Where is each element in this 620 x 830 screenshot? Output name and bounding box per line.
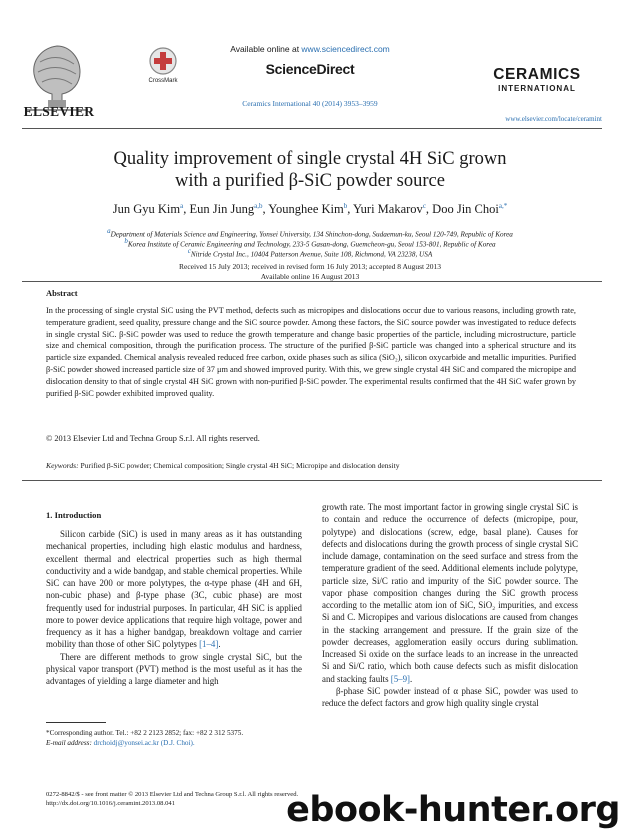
journal-citation[interactable]: Ceramics International 40 (2014) 3953–3959 — [242, 99, 378, 108]
sciencedirect-link[interactable]: www.sciencedirect.com — [301, 44, 390, 54]
title-line-1: Quality improvement of single crystal 4H SiC grown — [113, 149, 507, 169]
author-affil-marker[interactable]: a — [180, 202, 184, 210]
title-line-2: with a purified β-SiC powder source — [175, 171, 445, 191]
crossmark-label: CrossMark — [148, 78, 178, 84]
issn-line: 0272-8842/$ - see front matter © 2013 Elsevier Ltd and Techna Group S.r.l. All rights reserved. — [46, 791, 299, 798]
author-affil-marker[interactable]: b — [343, 202, 348, 210]
corresponding-author: *Corresponding author. Tel.: +82 2 2123 2852; fax: +82 2 312 5375. — [46, 729, 244, 737]
right-column — [322, 501, 578, 709]
author: Younghee Kim — [268, 202, 344, 217]
author: Jun Gyu Kim — [112, 202, 181, 217]
platform-name: ScienceDirect — [265, 61, 355, 77]
keywords-label: Keywords: — [46, 461, 79, 470]
author: Doo Jin Choi — [432, 202, 499, 217]
paragraph: Silicon carbide (SiC) is used in many areas as it has outstanding mechanical properties, including high elastic modulus and hardness, excellent thermal and electrical properties such as high thermal conductivity and a wide bandgap, and stable chemical properties. While SiC can have 200 or more polytypes, the α-type phase (4H and 6H, non-cubic phase) and β-type phase (3C, cubic phase) are most frequently used for industrial purposes. In particular, 4H SiC is applied more to power device applications that require high voltage, power and frequency as it has a higher bandgap, breakdown voltage and carrier mobility than those of other SiC polytypes [1–4]. — [46, 529, 302, 650]
abstract-heading: Abstract — [46, 288, 78, 298]
reference-link[interactable]: [1–4] — [199, 639, 219, 650]
online-date: Available online 16 August 2013 — [260, 272, 360, 281]
journal-url-link[interactable]: www.elsevier.com/locate/ceramint — [505, 115, 602, 123]
keywords — [46, 461, 576, 470]
affiliation: $^b$Korea Institute of Ceramic Engineering and Technology, 233-5 Gasan-dong, Guemcheon-gu, Seoul 153-801, Republic of Korea — [124, 237, 496, 249]
paragraph: There are different methods to grow single crystal SiC, but the physical vapor transport (PVT) method is the most useful as it has the advantages of yielding a large diameter and high — [46, 651, 302, 686]
affiliation: $^c$Nitride Crystal Inc., 10404 Patterson Avenue, Suite 108, Richmond, VA 23238, USA — [187, 247, 433, 259]
article-title — [60, 148, 560, 192]
reference-link[interactable]: [5–9] — [390, 673, 410, 684]
header-divider — [22, 128, 602, 129]
paragraph: β-phase SiC powder instead of α phase SiC, powder was used to reduce the defect factors and grow high quality single crystal — [322, 685, 578, 708]
abstract-divider — [22, 281, 602, 282]
author-affil-marker[interactable]: a,* — [498, 202, 508, 210]
abstract-text: In the processing of single crystal SiC using the PVT method, defects such as micropipes and dislocations occur due to various reasons, including growth rate, temperature gradient, seed quality, pressure change and the SiC source powder. Among these factors, the SiC source powder was investigated to reduce defects in single crystal SiC. β-SiC powder was used to reduce the growth temperature and change basic properties of the particle, including microstructure, particle size and chemical composition, through the purification process. The structure of the purified β-SiC particle was changed into a spherical structure and its particle size expanded. Chemical analysis revealed reduced free carbon, oxide phases such as silica (SiO₂), silicon oxycarbide and metallic impurities. Purified β-SiC powder showed increased particle size of 37 μm and showed improved purity. With this, we grew single crystal 4H SiC and compared the micropipe and dislocation density to that of single crystal 4H SiC grown with non-purified β-SiC powder. The experimental results confirmed that the 4H SiC wafer grown by purified β-SiC powder exhibited improved quality. — [46, 306, 576, 398]
author-list: Jun Gyu Kim$^a$, Eun Jin Jung$^{a,b}$, Younghee Kim$^b$, Yuri Makarov$^c$, Doo Jin Choi$^{a,*}$ — [112, 202, 508, 217]
body-divider — [22, 480, 602, 481]
email-label: E-mail address: — [46, 739, 94, 747]
watermark: ebook-hunter.org — [286, 790, 620, 830]
paragraph: growth rate. The most important factor in growing single crystal SiC is to contain and reduce the occurrence of defects (micropipe, pour, polytype) and dislocations (screw, edge, basal plane). Causes for defects and dislocations during the growth process of single crystal SiC include damage, contamination on the seed surface and stress from the temperature gradient of the seed. Additional elements include polytype, particle size, Si/C ratio and impurity of the SiC powder source. The vapor phase composition changes during the SiC growth process according to the metallic atom ion of SiC, SiO₂ impurities, and excess Si and C. Micropipes and various dislocations are caused from changes in the stacking arrangement and pressure. If the grain size of the powder decreases, agglomeration easily occurs during sublimation. Increased Si oxide on the surface leads to an increase in the unreacted Si and Si/C ratio, which both cause defects such as misfit dislocation and stacking faults [5–9]. — [322, 502, 578, 684]
email-link[interactable]: drchoidj@yonsei.ac.kr (D.J. Choi). — [93, 739, 195, 747]
footnote — [46, 728, 302, 748]
publisher-name: ELSEVIER — [23, 104, 95, 119]
journal-logo-line1: CERAMICS — [493, 66, 581, 83]
keywords-list: Purified β-SiC powder; Chemical composition; Single crystal 4H SiC; Micropipe and dislocation density — [80, 461, 400, 470]
copyright-notice: © 2013 Elsevier Ltd and Techna Group S.r.l. All rights reserved. — [46, 434, 260, 443]
footnote-rule — [46, 722, 106, 723]
author-affil-marker[interactable]: c — [422, 202, 426, 210]
section-heading: 1. Introduction — [46, 510, 102, 520]
journal-logo-line2: INTERNATIONAL — [498, 84, 576, 93]
left-column — [46, 528, 302, 687]
received-dates: Received 15 July 2013; received in revised form 16 July 2013; accepted 8 August 2013 — [178, 262, 442, 271]
author-affil-marker[interactable]: a,b — [254, 202, 263, 210]
author: Eun Jin Jung — [189, 202, 255, 217]
author: Yuri Makarov — [353, 202, 423, 217]
doi-link[interactable]: http://dx.doi.org/10.1016/j.ceramint.2013.08.041 — [46, 800, 175, 807]
affiliation: $^a$Department of Materials Science and Engineering, Yonsei University, 134 Shinchon-dong, Sudaemun-ku, Seoul 120-749, Republic of Korea — [107, 227, 513, 239]
available-online: Available online at www.sciencedirect.com — [230, 44, 390, 54]
